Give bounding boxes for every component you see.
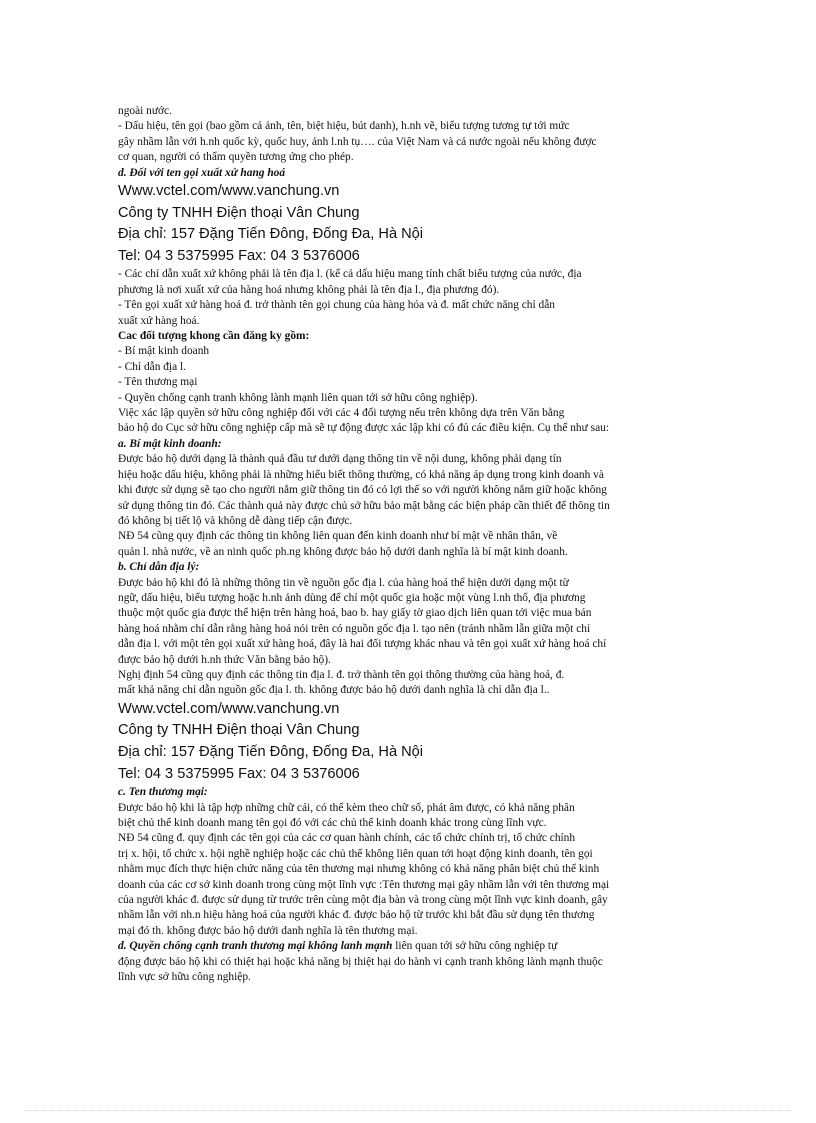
text-line: Được bảo hộ khi là tập hợp những chữ cái, có thể kèm theo chữ số, phát âm được, có khả năng phân	[118, 801, 575, 814]
text-line: hàng hoá nhằm chỉ dẫn rằng hàng hoá nói trên có nguồn gốc địa l. tạo nên (tránh nhầm lẫn giữa một chỉ	[118, 622, 591, 635]
text-line: biệt chủ thể kinh doanh mang tên gọi đó với các chủ thể kinh doanh khác trong cùng lĩnh vực.	[118, 816, 547, 829]
text-line: đó không bị tiết lộ và không dễ dàng tiếp cận được.	[118, 514, 353, 527]
text-line: phương là nơi xuất xứ của hàng hoá nhưng không phải là tên địa l., địa phương đó).	[118, 283, 500, 296]
text-line: sử dụng thông tin đó. Các thành quả này được chủ sở hữu bảo mật bằng các biện pháp cần thiết để thông tin	[118, 499, 610, 512]
text-line: bảo hộ do Cục sở hữu công nghiệp cấp mà sẽ tự động được xác lập khi có đủ các điều kiện. Cụ thể như sau:	[118, 422, 609, 435]
text-line: xuất xứ hàng hoá.	[118, 314, 200, 327]
contact-line: Www.vctel.com/www.vanchung.vn	[118, 700, 340, 717]
text-line: mại đó th. không được bảo hộ dưới danh nghĩa là tên thương mại.	[118, 924, 418, 937]
section-heading	[118, 939, 708, 954]
contact-line: Công ty TNHH Điện thoại Vân Chung	[118, 204, 360, 221]
section-heading: d. Đối với ten gọi xuất xứ hang hoá	[118, 166, 286, 179]
text-line: - Các chỉ dẫn xuất xứ không phải là tên địa l. (kể cả dấu hiệu mang tính chất biểu tượng của nước, địa	[118, 268, 582, 281]
text-line: doanh của các cơ sở kinh doanh trong cùng một lĩnh vực :Tên thương mại gây nhầm lẫn với tên thương mại	[118, 878, 610, 891]
text-line: dẫn địa l. với một tên gọi xuất xứ hàng hoá, đây là hai đối tượng khác nhau và tên gọi xuất xứ hàng hoá chỉ	[118, 638, 607, 651]
contact-line: Tel: 04 3 5375995 Fax: 04 3 5376006	[118, 765, 360, 782]
text-line: nhầm lẫn với nh.n hiệu hàng hoá của người khác đ. được bảo hộ từ trước khi bắt đầu sử dụng tên thương	[118, 909, 595, 922]
section-heading: a. Bí mật kinh doanh:	[118, 437, 222, 450]
section-heading: c. Ten thương mại:	[118, 786, 208, 799]
text-line: - Tên thương mại	[118, 376, 198, 389]
text-line: động được bảo hộ khi có thiệt hại hoặc khả năng bị thiệt hại do hành vi cạnh tranh không lành mạnh thuộc	[118, 955, 603, 968]
text-line: - Dấu hiệu, tên gọi (bao gồm cả ảnh, tên, biệt hiệu, bút danh), h.nh vẽ, biểu tượng tương tự tới mức	[118, 120, 570, 133]
contact-line: Địa chỉ: 157 Đặng Tiến Đông, Đống Đa, Hà Nội	[118, 226, 424, 243]
text-line: Việc xác lập quyền sở hữu công nghiệp đối với các 4 đối tượng nếu trên không dựa trên Văn bằng	[118, 407, 565, 420]
contact-line: Công ty TNHH Điện thoại Vân Chung	[118, 722, 360, 739]
text-line: NĐ 54 cũng quy định các thông tin không liên quan đến kinh doanh như bí mật về nhân thân, về	[118, 530, 558, 543]
heading-emphasis: d. Quyền chống cạnh tranh thương mại không lanh mạnh	[118, 940, 393, 953]
text-line: ngoài nước.	[118, 105, 172, 117]
text-line: thuộc một quốc gia được thể hiện trên hàng hoá, bao b. hay giấy tờ giao dịch liên quan tới việc mua bán	[118, 607, 592, 620]
text-line: - Bí mật kinh doanh	[118, 345, 210, 358]
text-line: của người khác đ. được sử dụng từ trước trên cùng một địa bàn và trong cùng một lĩnh vực kinh doanh, gây	[118, 894, 608, 906]
contact-line: Www.vctel.com/www.vanchung.vn	[118, 183, 340, 200]
text-line: được bảo hộ dưới h.nh thức Văn bằng bảo hộ).	[118, 653, 331, 666]
text-line: hiệu hoặc dấu hiệu, không phải là những hiểu biết thông thường, có khả năng áp dụng trong kinh doanh và	[118, 468, 604, 481]
text-line: Được bảo hộ dưới dạng là thành quả đầu tư dưới dạng thông tin về nội dung, không phải dạng tín	[118, 453, 562, 466]
section-heading: Cac đối tượng khong cần đăng ky gồm:	[118, 330, 310, 343]
contact-line: Địa chỉ: 157 Đặng Tiến Đông, Đống Đa, Hà Nội	[118, 743, 424, 760]
text-line: Nghị định 54 cũng quy định các thông tin địa l. đ. trở thành tên gọi thông thường của hàng hoá, đ.	[118, 668, 565, 681]
text-line: lĩnh vực sở hữu công nghiệp.	[118, 971, 251, 984]
section-heading: b. Chỉ dẫn địa lý:	[118, 561, 200, 574]
text-line: nhằm mục đích thực hiện chức năng của tên thương mại nhưng không có khả năng phân biệt chủ thể kinh	[118, 863, 600, 876]
contact-line: Tel: 04 3 5375995 Fax: 04 3 5376006	[118, 247, 360, 264]
text-line: mất khả năng chỉ dẫn nguồn gốc địa l. th. không được bảo hộ dưới danh nghĩa là chỉ dẫn địa l..	[118, 684, 550, 697]
document-body	[118, 104, 708, 985]
heading-continuation: liên quan tới sở hữu công nghiệp tự	[392, 940, 558, 953]
text-line: gây nhầm lẫn với h.nh quốc kỳ, quốc huy, ảnh l.nh tụ…. của Việt Nam và cả nước ngoài nếu không được	[118, 135, 597, 148]
text-line: trị x. hội, tổ chức x. hội nghề nghiệp hoặc các chủ thể không liên quan tới hoạt động kinh doanh, tên gọi	[118, 847, 593, 860]
text-line: Được bảo hộ khi đó là những thông tin về nguồn gốc địa l. của hàng hoá thể hiện dưới dạng một từ	[118, 576, 569, 589]
text-line: cơ quan, người có thẩm quyền tương ứng cho phép.	[118, 151, 354, 164]
text-line: - Quyền chống cạnh tranh không lành mạnh liên quan tới sở hữu công nghiệp).	[118, 391, 478, 404]
text-line: - Chỉ dẫn địa l.	[118, 360, 187, 373]
text-line: NĐ 54 cũng đ. quy định các tên gọi của các cơ quan hành chính, các tổ chức chính trị, tổ chức chính	[118, 832, 576, 845]
text-line: ngữ, dấu hiệu, biểu tượng hoặc h.nh ảnh dùng để chỉ một quốc gia hoặc một vùng l.nh thổ, địa phương	[118, 591, 586, 604]
page-bottom-rule	[24, 1110, 792, 1111]
text-line: khi được sử dụng sẽ tạo cho người nắm giữ thông tin đó có lợi thế so với người không nắm giữ hoặc không	[118, 484, 607, 497]
text-line: quản l. nhà nước, về an ninh quốc ph.ng không được bảo hộ dưới danh nghĩa là bí mật kinh doanh.	[118, 545, 568, 558]
text-line: - Tên gọi xuất xứ hàng hoá đ. trở thành tên gọi chung của hàng hóa và đ. mất chức năng chỉ dẫn	[118, 299, 555, 312]
